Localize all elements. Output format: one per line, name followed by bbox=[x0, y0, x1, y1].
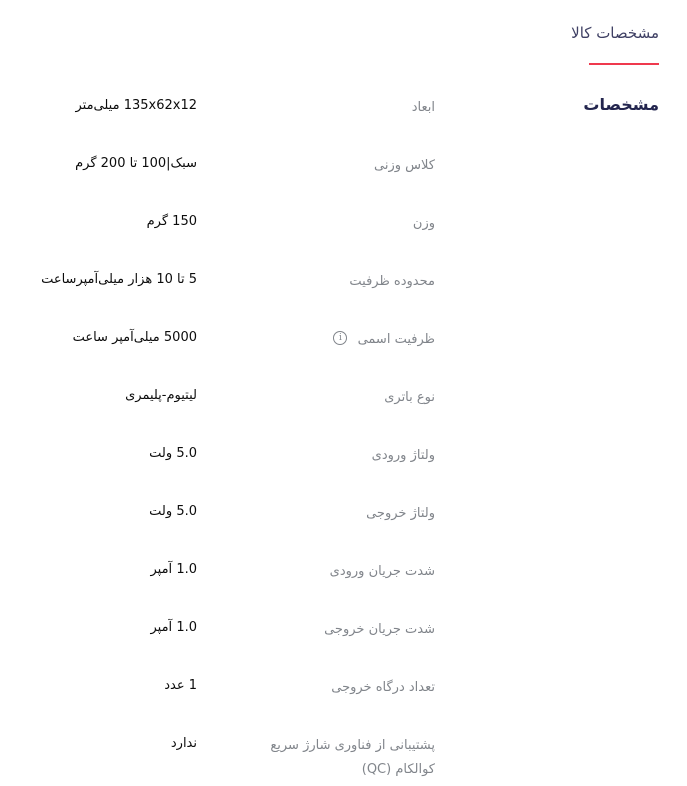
active-tab-indicator bbox=[589, 63, 659, 65]
spec-row-capacity-range bbox=[0, 252, 687, 310]
spec-row-output-ports bbox=[0, 658, 687, 716]
spec-key: محدوده ظرفیت bbox=[349, 274, 435, 289]
spec-row-input-current bbox=[0, 542, 687, 600]
info-icon[interactable]: i bbox=[333, 331, 347, 345]
tab-product-specs[interactable]: مشخصات کالا bbox=[571, 24, 659, 42]
spec-key: تعداد درگاه خروجی bbox=[331, 680, 435, 695]
spec-value: 5 تا 10 هزار میلی‌آمپرساعت bbox=[41, 272, 197, 287]
spec-row-nominal-capacity bbox=[0, 310, 687, 368]
spec-value: 5.0 ولت bbox=[149, 504, 197, 519]
spec-value: 1 عدد bbox=[164, 678, 197, 693]
spec-key: شدت جریان خروجی bbox=[324, 622, 435, 637]
spec-key: ولتاژ خروجی bbox=[366, 506, 435, 521]
spec-row-dimensions bbox=[0, 78, 687, 136]
section-title: مشخصات bbox=[583, 95, 659, 114]
spec-key: ظرفیت اسمی bbox=[357, 332, 435, 347]
spec-value: لیتیوم-پلیمری bbox=[125, 388, 197, 403]
spec-row-output-current bbox=[0, 600, 687, 658]
spec-key: وزن bbox=[412, 216, 435, 231]
spec-key: نوع باتری bbox=[384, 390, 435, 405]
spec-row-output-voltage bbox=[0, 484, 687, 542]
spec-key: شدت جریان ورودی bbox=[329, 564, 435, 579]
spec-key: ابعاد bbox=[411, 100, 435, 115]
spec-key: کلاس وزنی bbox=[374, 158, 435, 173]
spec-row-battery-type bbox=[0, 368, 687, 426]
spec-list bbox=[0, 78, 687, 777]
spec-value: 1.0 آمپر bbox=[150, 562, 197, 577]
spec-key: ولتاژ ورودی bbox=[371, 448, 435, 463]
spec-row-input-voltage bbox=[0, 426, 687, 484]
spec-row-weight-class bbox=[0, 136, 687, 194]
spec-value: 5.0 ولت bbox=[149, 446, 197, 461]
spec-value: 135x62x12 میلی‌متر bbox=[75, 98, 197, 113]
spec-row-weight bbox=[0, 194, 687, 252]
spec-value: 1.0 آمپر bbox=[150, 620, 197, 635]
spec-value: سبک|100 تا 200 گرم bbox=[75, 156, 197, 171]
spec-row-quick-charge bbox=[0, 716, 687, 777]
spec-key-with-icon bbox=[245, 328, 435, 352]
spec-value: ندارد bbox=[170, 736, 197, 751]
spec-value: 5000 میلی‌آمپر ساعت bbox=[72, 330, 197, 345]
spec-value: 150 گرم bbox=[146, 214, 197, 229]
spec-key: پشتیبانی از فناوری شارژ سریع کوالکام (QC) bbox=[270, 738, 435, 777]
